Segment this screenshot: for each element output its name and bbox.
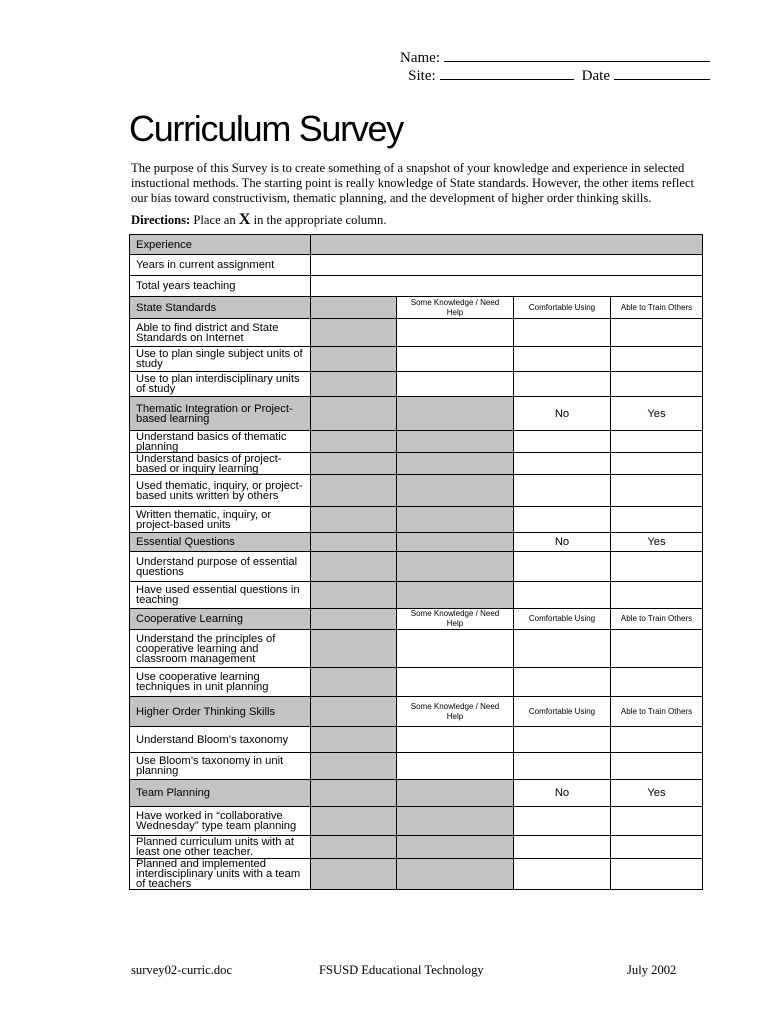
- answer-cell[interactable]: [514, 807, 611, 836]
- col-train: Able to Train Others: [611, 297, 703, 319]
- section-heading-row: [130, 397, 703, 431]
- col-some-knowledge: Some Knowledge / Need Help: [397, 297, 514, 319]
- answer-cell[interactable]: [611, 668, 703, 697]
- row-label: Understand basics of thematic planning: [130, 431, 311, 453]
- answer-cell[interactable]: [514, 347, 611, 372]
- answer-cell[interactable]: [514, 507, 611, 533]
- site-date-field[interactable]: [380, 65, 710, 83]
- shaded-cell: [311, 609, 397, 630]
- experience-heading-row: [130, 235, 703, 255]
- row-label: Understand the principles of cooperative learning and classroom management: [130, 630, 311, 668]
- table-row: [130, 453, 703, 475]
- col-no: No: [514, 533, 611, 552]
- table-row: [130, 807, 703, 836]
- answer-cell[interactable]: [514, 630, 611, 668]
- shaded-cell: [311, 431, 397, 453]
- shaded-cell: [397, 507, 514, 533]
- date-line[interactable]: [614, 65, 710, 80]
- section-heading-row: [130, 533, 703, 552]
- survey-table: [129, 234, 703, 890]
- col-some-knowledge: Some Knowledge / Need Help: [397, 609, 514, 630]
- shaded-cell: [397, 836, 514, 859]
- directions-x: X: [238, 211, 251, 228]
- section-heading: Essential Questions: [130, 533, 311, 552]
- table-row: [130, 372, 703, 397]
- directions-label: Directions:: [131, 213, 191, 227]
- col-train: Able to Train Others: [611, 697, 703, 727]
- footer-filename: survey02-curric.doc: [131, 963, 233, 977]
- section-heading: Higher Order Thinking Skills: [130, 697, 311, 727]
- name-label: Name:: [400, 50, 440, 66]
- answer-cell[interactable]: [514, 475, 611, 507]
- col-some-knowledge: Some Knowledge / Need Help: [397, 697, 514, 727]
- answer-cell[interactable]: [611, 753, 703, 780]
- row-label: Use to plan interdisciplinary units of study: [130, 372, 311, 397]
- answer-cell[interactable]: [611, 727, 703, 753]
- answer-cell[interactable]: [514, 372, 611, 397]
- row-label: Planned and implemented interdisciplinary units with a team of teachers: [130, 859, 311, 890]
- shaded-cell: [397, 807, 514, 836]
- directions-text-after: in the appropriate column.: [253, 213, 387, 227]
- section-heading: State Standards: [130, 297, 311, 319]
- answer-cell[interactable]: [611, 475, 703, 507]
- footer-org: FSUSD Educational Technology: [319, 963, 484, 977]
- answer-cell[interactable]: [514, 319, 611, 347]
- answer-cell[interactable]: [397, 319, 514, 347]
- answer-cell[interactable]: [397, 753, 514, 780]
- section-heading: Thematic Integration or Project-based learning: [130, 397, 311, 431]
- col-no: No: [514, 397, 611, 431]
- answer-cell[interactable]: [611, 630, 703, 668]
- answer-cell[interactable]: [514, 836, 611, 859]
- table-row: [130, 475, 703, 507]
- answer-cell[interactable]: [397, 630, 514, 668]
- shaded-cell: [311, 475, 397, 507]
- answer-cell[interactable]: [611, 507, 703, 533]
- shaded-cell: [311, 807, 397, 836]
- table-row: [130, 668, 703, 697]
- shaded-cell: [397, 552, 514, 582]
- row-label: Years in current assignment: [130, 255, 311, 276]
- section-heading: Cooperative Learning: [130, 609, 311, 630]
- answer-cell[interactable]: [611, 347, 703, 372]
- shaded-cell: [397, 533, 514, 552]
- table-row: [130, 276, 703, 297]
- answer-cell[interactable]: [611, 836, 703, 859]
- experience-heading-fill: [311, 235, 703, 255]
- shaded-cell: [397, 780, 514, 807]
- table-row: [130, 431, 703, 453]
- row-label: Understand basics of project-based or inquiry learning: [130, 453, 311, 475]
- section-heading-row: [130, 697, 703, 727]
- answer-cell[interactable]: [397, 668, 514, 697]
- shaded-cell: [311, 552, 397, 582]
- shaded-cell: [311, 507, 397, 533]
- name-line[interactable]: [444, 47, 710, 62]
- shaded-cell: [311, 582, 397, 609]
- answer-cell[interactable]: [514, 727, 611, 753]
- site-line[interactable]: [440, 65, 574, 80]
- experience-heading: Experience: [130, 235, 311, 255]
- answer-cell[interactable]: [611, 859, 703, 890]
- row-label: Understand purpose of essential questions: [130, 552, 311, 582]
- answer-cell[interactable]: [397, 347, 514, 372]
- answer-cell[interactable]: [311, 276, 703, 297]
- shaded-cell: [397, 453, 514, 475]
- shaded-cell: [397, 859, 514, 890]
- row-label: Planned curriculum units with at least one other teacher.: [130, 836, 311, 859]
- shaded-cell: [397, 397, 514, 431]
- table-row: [130, 582, 703, 609]
- answer-cell[interactable]: [611, 453, 703, 475]
- shaded-cell: [311, 297, 397, 319]
- shaded-cell: [311, 453, 397, 475]
- answer-cell[interactable]: [514, 453, 611, 475]
- section-heading: Team Planning: [130, 780, 311, 807]
- row-label: Have worked in “collaborative Wednesday” type team planning: [130, 807, 311, 836]
- shaded-cell: [311, 859, 397, 890]
- shaded-cell: [397, 475, 514, 507]
- row-label: Written thematic, inquiry, or project-based units: [130, 507, 311, 533]
- row-label: Have used essential questions in teaching: [130, 582, 311, 609]
- table-row: [130, 630, 703, 668]
- answer-cell[interactable]: [514, 859, 611, 890]
- shaded-cell: [311, 319, 397, 347]
- site-label: Site:: [408, 68, 436, 84]
- answer-cell[interactable]: [514, 668, 611, 697]
- shaded-cell: [311, 753, 397, 780]
- row-label: Able to find district and State Standards on Internet: [130, 319, 311, 347]
- shaded-cell: [311, 697, 397, 727]
- shaded-cell: [311, 836, 397, 859]
- answer-cell[interactable]: [514, 582, 611, 609]
- shaded-cell: [311, 727, 397, 753]
- date-label: Date: [581, 68, 610, 84]
- answer-cell[interactable]: [311, 255, 703, 276]
- table-row: [130, 347, 703, 372]
- col-train: Able to Train Others: [611, 609, 703, 630]
- table-row: [130, 255, 703, 276]
- table-row: [130, 507, 703, 533]
- answer-cell[interactable]: [611, 807, 703, 836]
- table-row: [130, 727, 703, 753]
- row-label: Total years teaching: [130, 276, 311, 297]
- col-yes: Yes: [611, 533, 703, 552]
- answer-cell[interactable]: [611, 582, 703, 609]
- shaded-cell: [397, 431, 514, 453]
- answer-cell[interactable]: [514, 753, 611, 780]
- col-no: No: [514, 780, 611, 807]
- row-label: Use Bloom’s taxonomy in unit planning: [130, 753, 311, 780]
- directions: [131, 211, 386, 229]
- answer-cell[interactable]: [514, 431, 611, 453]
- answer-cell[interactable]: [611, 552, 703, 582]
- directions-text-before: Place an: [193, 213, 236, 227]
- row-label: Use to plan single subject units of study: [130, 347, 311, 372]
- answer-cell[interactable]: [514, 552, 611, 582]
- shaded-cell: [397, 582, 514, 609]
- shaded-cell: [311, 397, 397, 431]
- col-comfortable: Comfortable Using: [514, 297, 611, 319]
- col-yes: Yes: [611, 397, 703, 431]
- answer-cell[interactable]: [397, 372, 514, 397]
- row-label: Use cooperative learning techniques in unit planning: [130, 668, 311, 697]
- table-row: [130, 319, 703, 347]
- answer-cell[interactable]: [611, 319, 703, 347]
- shaded-cell: [311, 630, 397, 668]
- section-heading-row: [130, 297, 703, 319]
- table-row: [130, 859, 703, 890]
- section-heading-row: [130, 780, 703, 807]
- footer-date: July 2002: [627, 963, 677, 977]
- page-title: Curriculum Survey: [129, 108, 403, 149]
- col-comfortable: Comfortable Using: [514, 609, 611, 630]
- answer-cell[interactable]: [611, 372, 703, 397]
- answer-cell[interactable]: [397, 727, 514, 753]
- table-row: [130, 552, 703, 582]
- table-row: [130, 753, 703, 780]
- col-comfortable: Comfortable Using: [514, 697, 611, 727]
- col-yes: Yes: [611, 780, 703, 807]
- shaded-cell: [311, 780, 397, 807]
- shaded-cell: [311, 533, 397, 552]
- row-label: Understand Bloom’s taxonomy: [130, 727, 311, 753]
- shaded-cell: [311, 372, 397, 397]
- shaded-cell: [311, 347, 397, 372]
- section-heading-row: [130, 609, 703, 630]
- shaded-cell: [311, 668, 397, 697]
- intro-paragraph: The purpose of this Survey is to create something of a snapshot of your knowledge and experience in selected instuctional methods. The starting point is really knowledge of State standards. However, the other items reflect our bias toward constructivism, thematic planning, and the development of higher order thinking skills.: [131, 161, 695, 205]
- table-row: [130, 836, 703, 859]
- answer-cell[interactable]: [611, 431, 703, 453]
- name-field[interactable]: [380, 47, 710, 65]
- row-label: Used thematic, inquiry, or project-based units written by others: [130, 475, 311, 507]
